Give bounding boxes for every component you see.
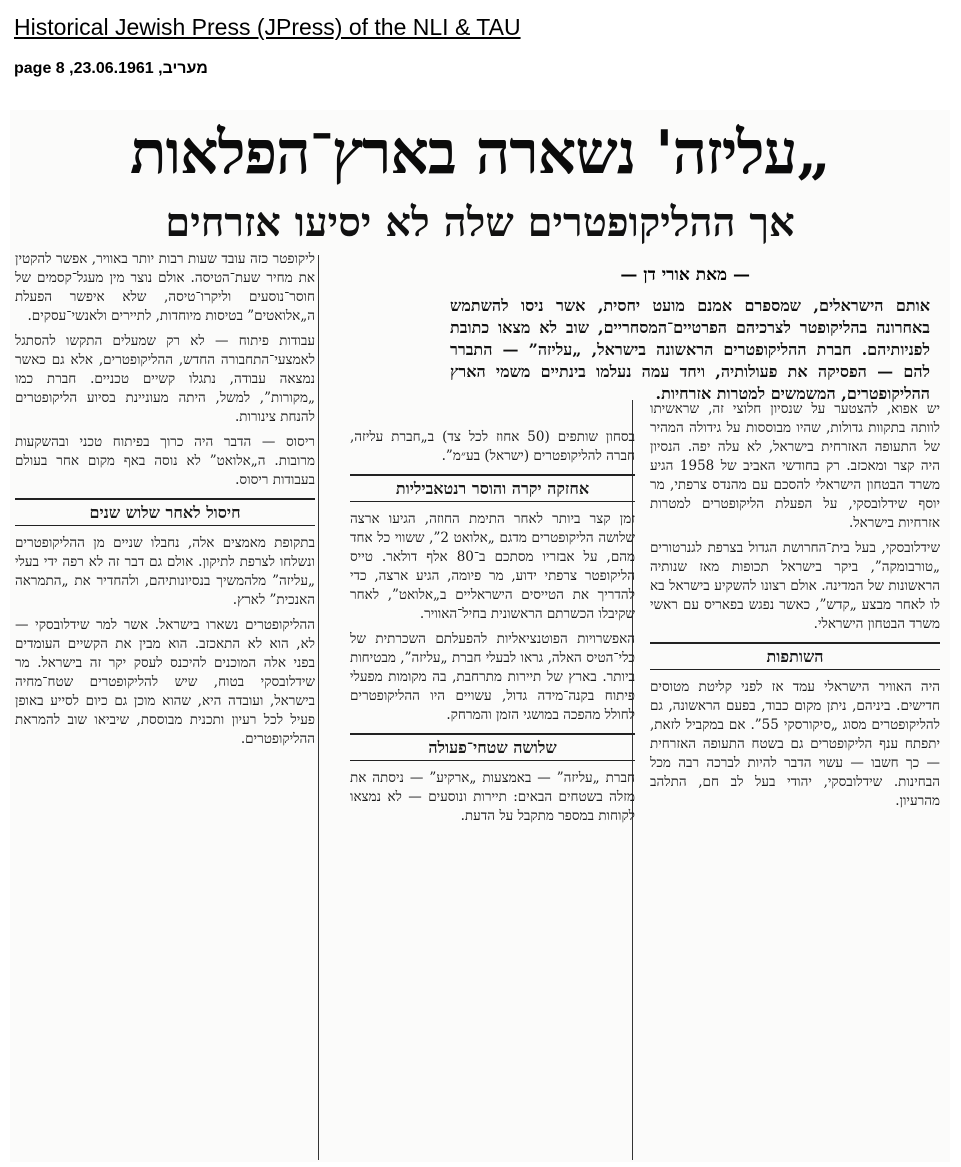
paragraph: חברת „עליזה” — באמצעות „ארקיע” — ניסתה את מזלה בשטחים הבאים: תיירות ונוסעים — לא נמצאו לקוחות במספר מתקבל על הדעת. [350, 770, 635, 824]
archive-site-title-link[interactable]: Historical Jewish Press (JPress) of the NLI & TAU [14, 14, 521, 40]
section-heading: שלושה שטחי־פעולה [350, 733, 635, 761]
paragraph: זמן קצר ביותר לאחר התימת החוזה, הגיעו ארצה שלושה הליקופטרים מדגם „אלואט 2”, ששווי כל אחד מהם, על אבזריו מסתכם ב־80 אלף דולאר. טייס הליקופטר צרפתי ידוע, מר פיומה, הגיע ארצה, כדי להדריך את הטייסים הישראליים ב„אלואט”, לאחר שקיבלו הכשרתם הראשונית בחיל־האוויר. [350, 511, 635, 622]
paragraph: ליקופטר כזה עובד שעות רבות יותר באוויר, אפשר להקטין את מחיר שעת־הטיסה. אולם נוצר מין מעגל־קסמים של חוסר־נוסעים וליקרו־טיסה, שלא איפשר הפעלת ה„אלואטים” בטיסות מיוחדות, לתיירים ולאנשי־עסקים. [15, 251, 315, 324]
article-lead-paragraph: אותם הישראלים, שמספרם אמנם מועט יחסית, אשר ניסו להשתמש באחרונה בהליקופטר לצרכיהם הפרטיים־המסחריים, שוב לא מצאו כתובת לפניותיהם. חברת ההליקופטרים הראשונה בישראל, „עליזה” — התברר להם — הפסיקה את פעולותיה, ויחד עמה נעלמו בינתיים משמי הארץ ההליקופטרים, המשמשים למטרות אזרחיות. [450, 296, 930, 403]
article-column-right [650, 400, 940, 1160]
column-divider [318, 255, 319, 1160]
article-column-left [15, 250, 315, 1160]
section-heading: אחזקה יקרה והוסר רנטאביליות [350, 474, 635, 502]
article-subheadline: אך ההליקופטרים שלה לא יסיעו אזרחים [165, 199, 795, 246]
paragraph: עבודות פיתוח — לא רק שמעלים התקשו להסתגל לאמצעי־התחבורה החדש, ההליקופטרים, אלא גם כאשר נמצאה עבודה, נתגלו קשיים טכניים. חברת כמו „מקורות”, למשל, היתה מעוניינת בסיוע הליקופטרים להנחת צינורות. [15, 333, 315, 425]
paragraph: בסחון שותפים (50 אחוז לכל צד) ב„חברת עליזה, חברה להליקופטרים (ישראל) בע״מ”. [350, 429, 635, 464]
paragraph: ריסוס — הדבר היה כרוך בפיתוח טכני ובהשקעות מרובות. ה„אלואט” לא נוסה באף מקום אחר בעולם בעבודות ריסוס. [15, 434, 315, 488]
paragraph: האפשרויות הפוטנציאליות להפעלתם השכרתית של כלי־הטיס האלה, גראו לבעלי חברת „עליזה”, מבטיחות ביותר. בארץ של תיירות מתרחבת, בה מקומות מפעלי פיתוח בקנה־מידה גדול, עשויים היו ההליקופטרים לחולל מהפכה במושגי הזמן והמרחק. [350, 631, 635, 723]
paragraph: שידלובסקי, בעל בית־החרושת הגדול בצרפת לגנרטורים „טורבומקה”, ביקר בישראל תכופות מאז שנותיה הראשונות של המדינה. אולם רצונו להשקיע בישראל בא לו לאחר מבצע „קדש”, כאשר נפגש בפאריס עם ראשי משרד הבטחון הישראלי. [650, 540, 940, 632]
paragraph: ההליקופטרים נשארו בישראל. אשר למר שידלובסקי — לא, הוא לא התאכזב. הוא מבין את הקשיים העומדים בפני אלה המוכנים להיכנס לעסק יקר זה בישראל. מר שידלובסקי בטוח, שיש להליקופטרים שטח־מחיה בישראל, ועובדה היא, שהוא מוכן גם כיום לסייע באופן פעיל לכל רעיון ותכנית מבוססת, שיביאו שוב להמראת ההליקופטרים. [15, 617, 315, 747]
article-byline: — מאת אורי דן — [620, 265, 750, 285]
article-headline: „עליזה' נשארה בארץ־הפלאות [130, 118, 830, 188]
section-heading: השותפות [650, 642, 940, 670]
newspaper-clipping [10, 110, 950, 1162]
section-heading: חיסול לאחר שלוש שנים [15, 498, 315, 526]
paragraph: היה האוויר הישראלי עמד אז לפני קליטת מטוסים חדישים. ביניהם, ניתן מקום כבוד, בפעם הראשונה, גם להליקופטרים מסוג „סיקורסקי 55”. אם במקביל לזאת, יתפתח ענף הליקופטרים גם בשטח התעופה האזרחית — כך חשבו — עשוי הדבר להיות לברכה רבה מכל הבחינות. שידלובסקי, יהודי בעל לב חם, התלהב מהרעיון. [650, 679, 940, 809]
paragraph: יש אפוא, להצטער על שנסיון חלוצי זה, שראשיתו לוותה בתקוות גדולות, שהיו מבוססות על גידולה המהיר של התעופה האזרחית בישראל, לא עלה יפה. הנסיון היה קצר ומאכזב. רק בחודשי האביב של 1958 הגיע משרד הבטחון הישראלי להסכם עם מהנדס צרפתי, מר יוסף שידלובסקי, על הפעלת הליקופטרים למטרות אזרחיות בישראל. [650, 401, 940, 531]
article-column-middle [350, 428, 635, 1160]
publication-date-page: מעריב, 23.06.1961, page 8 [14, 60, 208, 77]
paragraph: בתקופת מאמצים אלה, נחבלו שניים מן ההליקופטרים ונשלחו לצרפת לתיקון. אולם גם דבר זה לא רפה ידי בעלי „עליזה” מלהמשיך בנסיונותיהם, ולהחדיר את „התמראה האנכית” לארץ. [15, 535, 315, 608]
